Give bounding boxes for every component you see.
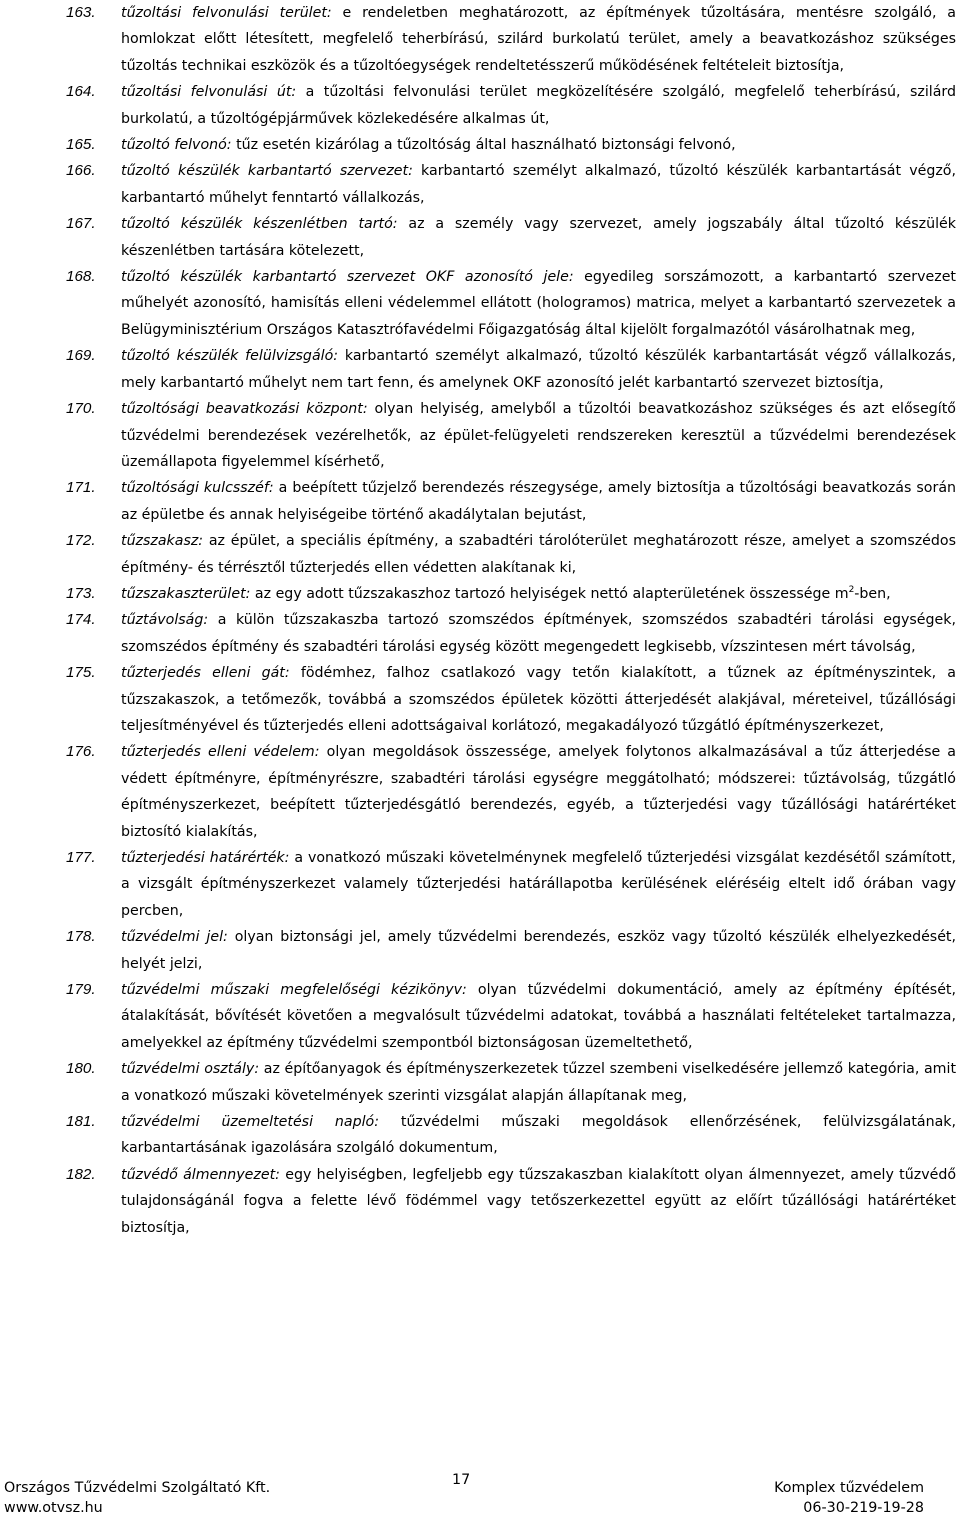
- definition-entry: [0, 475, 960, 528]
- entry-number: 172.: [66, 532, 96, 550]
- entry-term: tűzterjedés elleni védelem:: [121, 744, 320, 761]
- definition-entry: [0, 977, 960, 1056]
- entry-definition: karbantartó személyt alkalmazó, tűzoltó készülék karbantartását végző vállalkozás, mely karbantartó műhelyt nem tart fenn, és amelynek OKF azonosító jelét karbantartó szervezet biztosítja,: [121, 348, 956, 391]
- entry-term: tűzterjedés elleni gát:: [121, 665, 290, 682]
- entry-definition: a külön tűzszakaszba tartozó szomszédos építmények, szomszédos szabadtéri tárolási egységek, szomszédos építmény és szabadtéri tárolási egység között megengedett legkisebb, vízszintesen mért távolság,: [121, 612, 956, 655]
- definition-entry: [0, 158, 960, 211]
- entry-term: tűzoltó készülék felülvizsgáló:: [121, 348, 339, 365]
- entry-number: 173.: [66, 584, 96, 602]
- entry-term: tűzoltósági kulcsszéf:: [121, 480, 274, 497]
- entry-number: 175.: [66, 664, 96, 682]
- entry-definition: olyan biztonsági jel, amely tűzvédelmi berendezés, eszköz vagy tűzoltó készülék elhelyezkedését, helyét jelzi,: [121, 929, 956, 972]
- entry-definition: olyan helyiség, amelyből a tűzoltói beavatkozáshoz szükséges és azt elősegítő tűzvédelmi berendezések vezérelhetők, az épület-felügyeleti rendszereken keresztül a tűzvédelmi berendezések üzemállapota figyelemmel kísérhető,: [121, 401, 956, 470]
- definition-entry: [0, 264, 960, 343]
- entry-term: tűzterjedési határérték:: [121, 850, 290, 866]
- definition-entry: [0, 1109, 960, 1162]
- entry-term: tűzvédelmi műszaki megfelelőségi kézikönyv:: [121, 982, 467, 999]
- entry-term: tűztávolság:: [121, 612, 209, 629]
- entry-number: 179.: [66, 981, 96, 999]
- definition-entry: [0, 79, 960, 132]
- entry-definition: az épület, a speciális építmény, a szabadtéri tárolóterület meghatározott része, amelyet a szomszédos építmény- és térrésztől tűzterjedés ellen védetten alakítanak ki,: [121, 533, 956, 576]
- entry-definition: az egy adott tűzszakaszhoz tartozó helyiségek nettó alapterületének összessége m: [250, 585, 849, 602]
- entry-term: tűzvédelmi osztály:: [121, 1061, 260, 1078]
- definition-entry: [0, 343, 960, 396]
- page-number: 17: [452, 1472, 471, 1488]
- entry-definition: az a személy vagy szervezet, amely jogszabály által tűzoltó készülék készenlétben tartására kötelezett,: [121, 216, 956, 259]
- definition-entry: [0, 528, 960, 581]
- footer-left: [4, 1478, 270, 1518]
- footer-right: [774, 1478, 924, 1518]
- entry-number: 181.: [66, 1113, 96, 1131]
- entry-definition: egy helyiségben, legfeljebb egy tűzszakaszban kialakított olyan álmennyezet, amely tűzvédő tulajdonságánál fogva a felette lévő födémmel vagy tetőszerkezettel együtt az előírt tűzállósági határértéket biztosítja,: [121, 1166, 956, 1236]
- definition-entry: [0, 739, 960, 845]
- definition-entry: [0, 1162, 960, 1241]
- footer-website: www.otvsz.hu: [4, 1500, 103, 1516]
- entry-number: 164.: [66, 83, 96, 101]
- definition-entry: [0, 1056, 960, 1109]
- entry-definition: karbantartó személyt alkalmazó, tűzoltó készülék karbantartását végző, karbantartó műhelyt fenntartó vállalkozás,: [121, 163, 956, 206]
- entry-number: 176.: [66, 743, 96, 761]
- definition-entry: [0, 660, 960, 739]
- definition-entry: [0, 396, 960, 475]
- entry-number: 165.: [66, 136, 96, 154]
- entry-number: 174.: [66, 611, 96, 629]
- entry-definition: a tűzoltási felvonulási terület megközelítésére szolgáló, megfelelő teherbírású, szilárd burkolatú, a tűzoltógépjárművek közlekedésére alkalmas út,: [121, 84, 956, 127]
- entry-definition: tűz esetén kizárólag a tűzoltóság által használható biztonsági felvonó,: [231, 137, 736, 154]
- entry-definition: egyedileg sorszámozott, a karbantartó szervezet műhelyét azonosító, hamisítás elleni védelemmel ellátott (hologramos) matrica, melyet a karbantartó szervezetek a Belügyminisztérium Országos Katasztrófavédelmi Főigazgatóság által kijelölt forgalmazótól vásárolhatnak meg,: [121, 269, 956, 338]
- entry-term: tűzvédelmi üzemeltetési napló:: [121, 1114, 379, 1131]
- page-footer: [0, 1470, 960, 1516]
- entry-number: 182.: [66, 1165, 96, 1183]
- entry-number: 163.: [66, 4, 96, 21]
- entry-number: 177.: [66, 849, 96, 866]
- entry-definition: a vonatkozó műszaki követelménynek megfelelő tűzterjedési vizsgálat kezdésétől számított, a vizsgált építményszerkezet valamely tűzterjedési határállapotba kerülésének eléréséig eltelt idő órában vagy percben,: [121, 850, 957, 919]
- entry-term: tűzoltási felvonulási út:: [121, 84, 297, 101]
- entry-definition: födémhez, falhoz csatlakozó vagy tetőn kialakított, a tűznek az építményszintek, a tűzszakaszok, a tetőmezők, továbbá a szomszédos épületek közötti átterjedését alakjával, méreteivel, tűzállósági teljesítményével és tűzterjedés elleni adottságaival korlátozó, megakadályozó tűzgátló építményszerkezet,: [121, 665, 957, 734]
- entry-term: tűzoltó felvonó:: [121, 137, 232, 154]
- footer-tagline: Komplex tűzvédelem: [774, 1480, 924, 1496]
- entry-term: tűzoltó készülék készenlétben tartó:: [121, 216, 398, 233]
- definition-entry: [0, 581, 960, 607]
- entry-number: 168.: [66, 268, 96, 286]
- entry-number: 178.: [66, 928, 96, 946]
- entry-term: tűzoltó készülék karbantartó szervezet OKF azonosító jele:: [121, 269, 574, 286]
- definition-entry: [0, 607, 960, 660]
- footer-center: [452, 1470, 470, 1490]
- entry-number: 169.: [66, 347, 96, 365]
- entry-term: tűzoltósági beavatkozási központ:: [121, 401, 368, 418]
- entry-term: tűzszakaszterület:: [121, 585, 251, 602]
- entry-definition: olyan tűzvédelmi dokumentáció, amely az építmény építését, átalakítását, bővítését követően a megvalósult tűzvédelmi adatokat, továbbá a használati feltételeket tartalmazza, amelyekkel az építmény tűzvédelmi szempontból biztonságosan üzemeltethető,: [121, 982, 956, 1051]
- entry-definition: tűzvédelmi műszaki megoldások ellenőrzésének, felülvizsgálatának, karbantartásának igazolására szolgáló dokumentum,: [121, 1114, 956, 1157]
- footer-phone: 06-30-219-19-28: [803, 1500, 924, 1516]
- entry-definition-tail: -ben,: [854, 585, 891, 602]
- entry-superscript: 2: [848, 584, 855, 595]
- definition-entry: [0, 845, 960, 924]
- entry-term: tűzvédelmi jel:: [121, 929, 228, 946]
- entry-term: tűzvédő álmennyezet:: [121, 1166, 280, 1183]
- definition-entry: [0, 0, 960, 79]
- definition-entry: [0, 924, 960, 977]
- footer-company: Országos Tűzvédelmi Szolgáltató Kft.: [4, 1480, 271, 1496]
- entry-definition: a beépített tűzjelző berendezés részegysége, amely biztosítja a tűzoltósági beavatkozás során az épületbe és annak helyiségeibe történő akadálytalan bejutást,: [121, 480, 957, 523]
- entry-number: 170.: [66, 400, 96, 418]
- definition-entry: [0, 132, 960, 158]
- entry-number: 166.: [66, 162, 96, 180]
- entry-term: tűzoltási felvonulási terület:: [121, 5, 332, 21]
- entry-definition: olyan megoldások összessége, amelyek folytonos alkalmazásával a tűz átterjedése a védett építményre, építményrészre, szabadtéri tárolási egységre meggátolható; módszerei: tűztávolság, tűzgátló építményszerkezet, beépített tűzterjedésgátló berendezés, egyéb, a tűzterjedési vagy tűzállósági határértéket biztosító kialakítás,: [121, 744, 956, 840]
- entry-number: 167.: [66, 215, 96, 233]
- entry-term: tűzszakasz:: [121, 533, 204, 550]
- definition-entry: [0, 211, 960, 264]
- entry-number: 171.: [66, 479, 96, 497]
- entry-definition: az építőanyagok és építményszerkezetek tűzzel szembeni viselkedésére jellemző kategória, amit a vonatkozó műszaki követelmények szerinti vizsgálat alapján állapítanak meg,: [121, 1061, 957, 1104]
- entry-number: 180.: [66, 1060, 96, 1078]
- entry-definition: e rendeletben meghatározott, az építmények tűzoltására, mentésre szolgáló, a homlokzat előtt létesített, megfelelő teherbírású, szilárd burkolatú terület, amely a beavatkozáshoz szükséges tűzoltás technikai eszközök és a tűzoltóegységek rendeltetésszerű működésének feltételeit biztosítja,: [121, 5, 957, 74]
- entry-term: tűzoltó készülék karbantartó szervezet:: [121, 163, 413, 180]
